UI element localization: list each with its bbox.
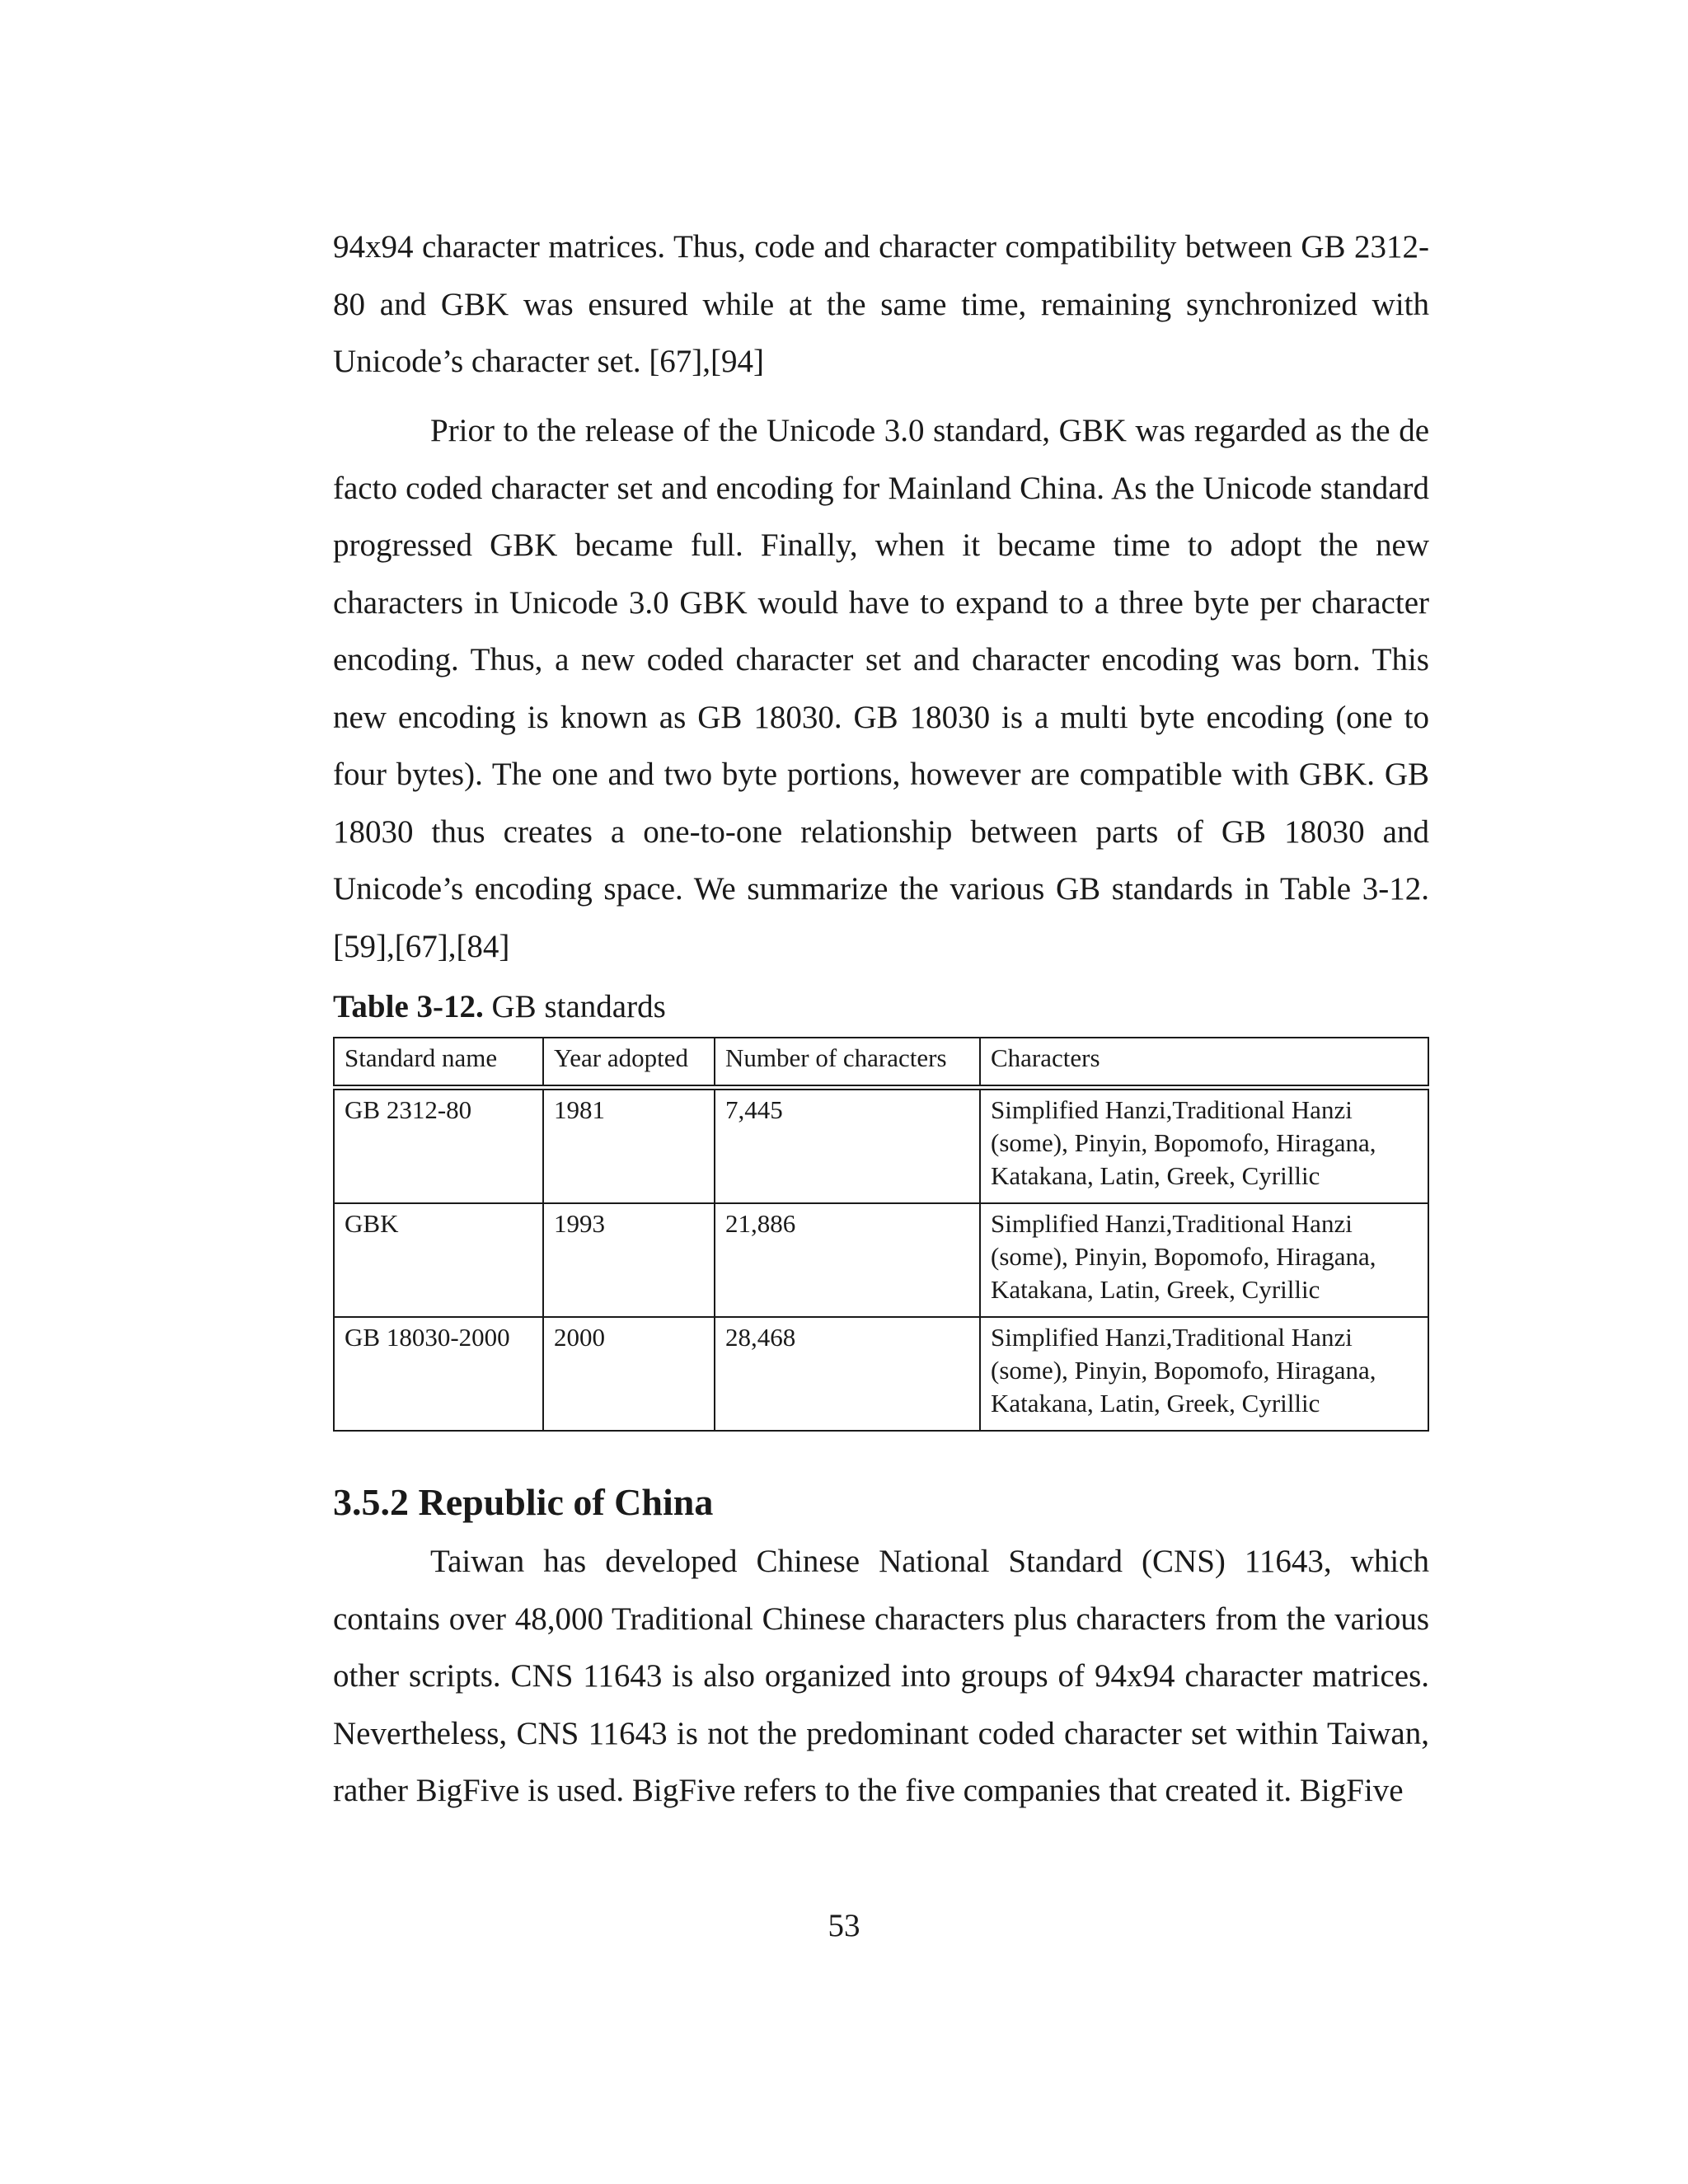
cell-number-of-characters: 7,445: [715, 1088, 980, 1204]
gb-standards-table: [333, 1037, 1429, 1432]
body-paragraph-republic-of-china: Taiwan has developed Chinese National Standard (CNS) 11643, which contains over 48,000 Traditional Chinese characters plus characters from the various other scripts. CNS 11643 is also organized into groups of 94x94 character matrices. Nevertheless, CNS 11643 is not the predominant coded character set within Taiwan, rather BigFive is used. BigFive refers to the five companies that created it. BigFive: [333, 1544, 1429, 1808]
table-row: [334, 1088, 1428, 1204]
table-row: [334, 1203, 1428, 1317]
header-year-adopted: Year adopted: [543, 1038, 715, 1088]
cell-characters: Simplified Hanzi,Traditional Hanzi (some), Pinyin, Bopomofo, Hiragana, Katakana, Latin, Greek, Cyrillic: [980, 1088, 1428, 1204]
table-caption-label: Table 3-12.: [333, 989, 484, 1024]
cell-number-of-characters: 21,886: [715, 1203, 980, 1317]
page-number: 53: [828, 1908, 860, 1943]
body-paragraph-continued: 94x94 character matrices. Thus, code and character compatibility between GB 2312-80 and GBK was ensured while at the same time, remaining synchronized with Unicode’s character set. [67],[94]: [333, 229, 1429, 379]
header-standard-name: Standard name: [334, 1038, 543, 1088]
body-paragraph-gb18030: Prior to the release of the Unicode 3.0 standard, GBK was regarded as the de facto coded character set and encoding for Mainland China. As the Unicode standard progressed GBK became full. Finally, when it became time to adopt the new characters in Unicode 3.0 GBK would have to expand to a three byte per character encoding. Thus, a new coded character set and character encoding was born. This new encoding is known as GB 18030. GB 18030 is a multi byte encoding (one to four bytes). The one and two byte portions, however are compatible with GBK. GB 18030 thus creates a one-to-one relationship between parts of GB 18030 and Unicode’s encoding space. We summarize the various GB standards in Table 3-12. [59],[67],[84]: [333, 413, 1429, 964]
cell-standard-name: GBK: [334, 1203, 543, 1317]
header-number-of-characters: Number of characters: [715, 1038, 980, 1088]
cell-characters: Simplified Hanzi,Traditional Hanzi (some), Pinyin, Bopomofo, Hiragana, Katakana, Latin, Greek, Cyrillic: [980, 1317, 1428, 1431]
section-heading: 3.5.2 Republic of China: [333, 1481, 714, 1523]
cell-standard-name: GB 18030-2000: [334, 1317, 543, 1431]
table-row: [334, 1317, 1428, 1431]
cell-standard-name: GB 2312-80: [334, 1088, 543, 1204]
header-characters: Characters: [980, 1038, 1428, 1088]
cell-year-adopted: 2000: [543, 1317, 715, 1431]
cell-year-adopted: 1993: [543, 1203, 715, 1317]
cell-number-of-characters: 28,468: [715, 1317, 980, 1431]
table-header-row: [334, 1038, 1428, 1088]
cell-characters: Simplified Hanzi,Traditional Hanzi (some), Pinyin, Bopomofo, Hiragana, Katakana, Latin, Greek, Cyrillic: [980, 1203, 1428, 1317]
table-caption: [333, 987, 666, 1027]
table-caption-text: GB standards: [491, 989, 666, 1024]
cell-year-adopted: 1981: [543, 1088, 715, 1204]
